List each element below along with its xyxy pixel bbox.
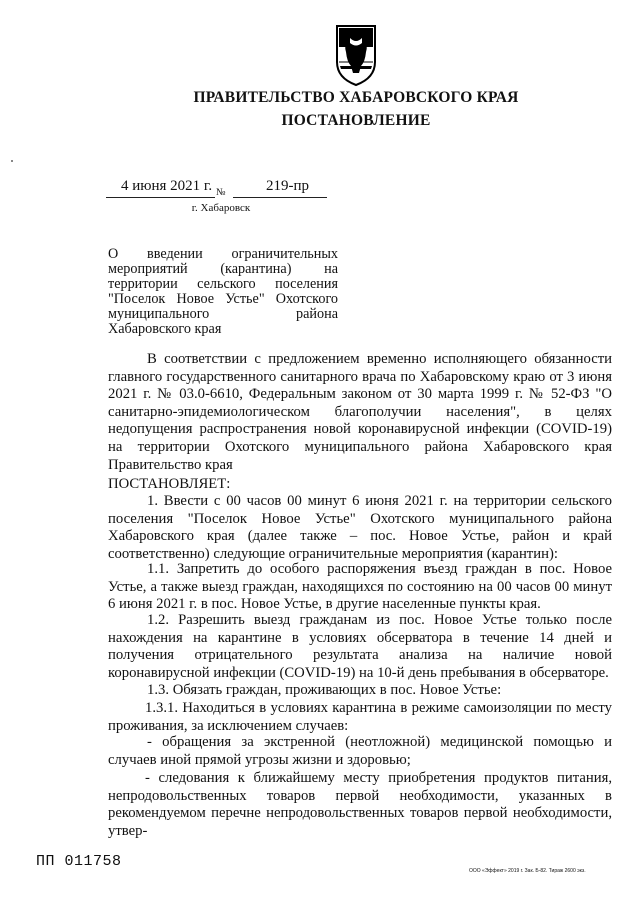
coat-of-arms-icon <box>331 22 381 88</box>
government-title: ПРАВИТЕЛЬСТВО ХАБАРОВСКОГО КРАЯ <box>193 89 519 106</box>
form-serial-number: ПП 011758 <box>36 853 122 870</box>
clause-1-3-1: 1.3.1. Находиться в условиях карантина в режиме самоизоляции по месту проживания, за исключением случаев: <box>108 700 612 734</box>
clause-1-2: 1.2. Разрешить выезд гражданам из пос. Новое Устье только после нахождения на карантине в условиях обсерватора в течение 14 дней и получения отрицательного результата анализа на наличие новой коронавирусной инфекции (COVID-19) на 10-й день пребывания в обсерваторе. <box>108 612 612 681</box>
clause-1-3: 1.3. Обязать граждан, проживающих в пос. Новое Устье: <box>147 682 502 698</box>
clause-1: 1. Ввести с 00 часов 00 минут 6 июня 2021 г. на территории сельского поселения "Поселок Новое Устье" Охотского муниципального района Хабаровского края (далее также – пос. Новое Устье, район и край соответственно) следующие ограничительные мероприятия (карантин): <box>108 493 612 562</box>
preamble-paragraph: В соответствии с предложением временно исполняющего обязанности главного государственного санитарного врача по Хабаровскому краю от 3 июня 2021 г. № 03.0-6610, Федеральным законом от 30 марта 1999 г. № 52-ФЗ "О санитарно-эпидемиологическом благополучии населения", в целях недопущения распространения новой коронавирусной инфекции (COVID-19) на территории Охотского муниципального района Хабаровского края Правительство края <box>108 351 612 473</box>
number-label: № <box>216 187 226 198</box>
exception-case-2: - следования к ближайшему месту приобретения продуктов питания, непродовольственных товаров первой необходимости, указанных в рекомендуемом перечне непродовольственных товаров первой необходимости, утвер- <box>108 770 612 839</box>
document-city: г. Хабаровск <box>191 202 251 214</box>
document-date: 4 июня 2021 г. <box>121 178 213 194</box>
number-underline <box>233 197 327 198</box>
clause-1-1: 1.1. Запретить до особого распоряжения въезд граждан в пос. Новое Устье, а также выезд граждан, находящихся по состоянию на 00 часов 00 минут 6 июня 2021 г. в пос. Новое Устье, в другие населенные пункты края. <box>108 561 612 613</box>
document-subject: О введении ограничительных мероприятий (карантина) на территории сельского поселения "Поселок Новое Устье" Охотского муниципального района Хабаровского края <box>108 246 338 337</box>
printer-imprint: ООО «Эффект» 2019 г. Зак. Б-82. Тираж 2600 экз. <box>469 868 586 874</box>
exception-case-1: - обращения за экстренной (неотложной) медицинской помощью и случаев иной прямой угрозы жизни и здоровью; <box>108 734 612 768</box>
decree-word: ПОСТАНОВЛЯЕТ: <box>108 476 231 492</box>
date-underline <box>106 197 215 198</box>
scan-speck <box>11 160 13 162</box>
document-number: 219-пр <box>266 178 310 194</box>
document-type: ПОСТАНОВЛЕНИЕ <box>281 112 431 129</box>
